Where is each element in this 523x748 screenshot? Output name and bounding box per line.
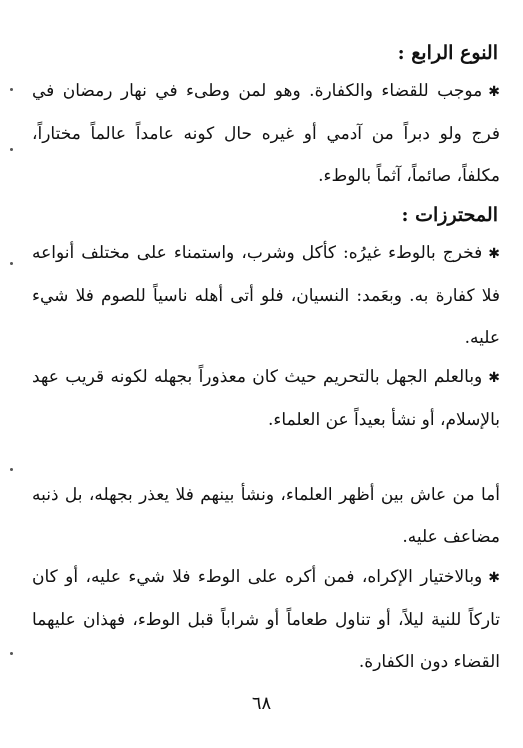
paragraph-text: وبالاختيار الإكراه، فمن أكره على الوطء فلا شيء عليه، أو كان تاركاً للنية ليلاً، أو تناول طعاماً أو شراباً قبل الوطء، فهذان عليهما القضاء دون الكفارة.	[32, 567, 500, 672]
page-number: ٦٨	[251, 693, 272, 714]
paragraph-exclusions	[32, 232, 500, 359]
paragraph-knowledge	[32, 356, 500, 441]
paragraph-text: موجب للقضاء والكفارة. وهو لمن وطىء في نهار رمضان في فرج ولو دبراً من آدمي أو غيره حال كونه عامداً عالماً مختاراً، مكلفاً، صائماً، آثماً بالوطء.	[32, 81, 500, 186]
star-bullet-icon: ✱	[488, 570, 500, 586]
margin-mark	[10, 148, 13, 151]
paragraph-text: فخرج بالوطء غيرُه: كأكل وشرب، واستمناء على مختلف أنواعه فلا كفارة به. وبعَمد: النسيان، فلو أتى أهله ناسياً للصوم فلا شيء عليه.	[32, 243, 501, 348]
margin-mark	[10, 88, 13, 91]
paragraph-scholars	[32, 474, 500, 558]
margin-mark	[10, 468, 13, 471]
star-bullet-icon: ✱	[488, 246, 500, 262]
star-bullet-icon: ✱	[488, 84, 500, 100]
star-bullet-icon: ✱	[488, 370, 500, 386]
section-heading-exclusions: المحترزات :	[401, 204, 498, 226]
margin-mark	[10, 652, 13, 655]
paragraph-text: أما من عاش بين أظهر العلماء، ونشأ بينهم فلا يعذر بجهله، بل ذنبه مضاعف عليه.	[32, 485, 500, 547]
section-heading-fourth-type: النوع الرابع :	[397, 42, 498, 64]
paragraph-text: وبالعلم الجهل بالتحريم حيث كان معذوراً بجهله لكونه قريب عهد بالإسلام، أو نشأ بعيداً عن العلماء.	[32, 367, 500, 430]
paragraph-obligation	[32, 70, 500, 197]
margin-mark	[10, 262, 13, 265]
paragraph-coercion	[32, 556, 500, 683]
